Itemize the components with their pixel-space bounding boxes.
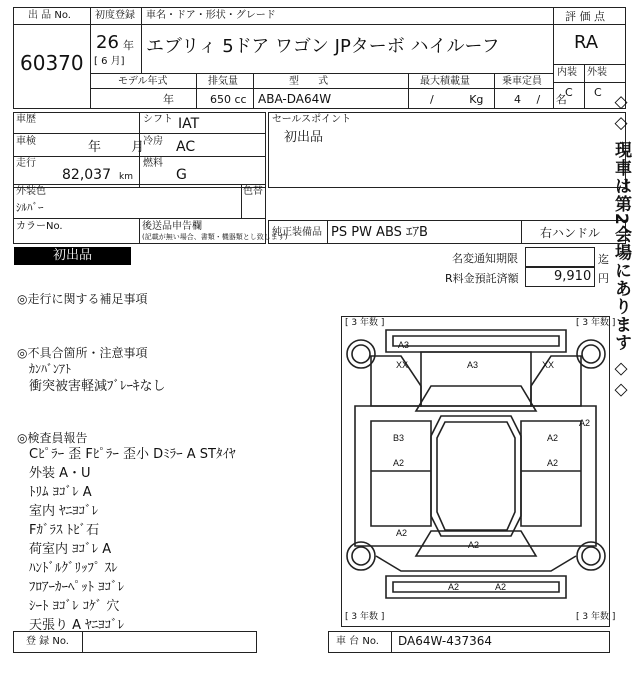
genuine-label: 純正装備品 <box>272 227 322 238</box>
displacement-value: 650 cc <box>210 93 247 106</box>
score-value: RA <box>574 32 599 53</box>
lot-no-label: 出 品 No. <box>28 10 71 21</box>
damage-mark: A3 <box>467 360 479 370</box>
recycle-yen: 円 <box>598 272 609 285</box>
car-name: エブリィ 5ドア ワゴン JPターボ ハイルーフ <box>146 36 500 57</box>
name-change-suffix: 迄 <box>598 253 609 266</box>
recycle-value: 9,910 <box>554 269 592 284</box>
rear-bumper-outline <box>386 576 566 598</box>
max-load-label: 最大積載量 <box>420 76 470 87</box>
fuel-value: G <box>176 167 187 183</box>
damage-mark: A2 <box>393 458 405 468</box>
score-label: 評 価 点 <box>565 10 605 23</box>
damage-mark: A2 <box>468 540 480 550</box>
repaint-label: 色替 <box>243 186 263 197</box>
front-bumper-outline <box>386 330 566 352</box>
interior-grade: C <box>565 86 573 99</box>
inspector-item: 室内 ﾔﾆﾖｺﾞﾚ <box>29 504 99 519</box>
first-reg-month: [ 6 月] <box>94 56 125 67</box>
first-reg-year: 26 <box>96 32 119 53</box>
ext-color-value: ｼﾙﾊﾞｰ <box>16 201 44 214</box>
fuel-label: 燃料 <box>143 158 163 169</box>
exterior-label: 外装 <box>587 67 607 78</box>
mileage-value: 82,037 <box>62 167 111 183</box>
inspection-label: 車検 <box>16 136 36 147</box>
damage-mark: XX <box>542 360 555 370</box>
damage-mark: A2 <box>396 528 408 538</box>
right-side-front <box>531 356 581 406</box>
mileage-label: 走行 <box>16 158 36 169</box>
damage-mark: XX <box>396 360 409 370</box>
genuine-value: PS PW ABS ｴｱB <box>331 225 428 240</box>
recycle-label: R料金預託済額 <box>445 272 519 285</box>
diagram-bottom-tag-right: [ 3 年数 ] <box>576 612 616 622</box>
mileage-unit: km <box>119 172 133 182</box>
inspector-item: Fｶﾞﾗｽ ﾄﾋﾞ石 <box>29 523 100 538</box>
diagram-top-tag: [ 3 年数 ] <box>345 318 385 328</box>
defects-heading: ◎不具合箇所・注意事項 <box>17 346 148 360</box>
name-change-box <box>525 247 595 267</box>
inspector-item: ﾄﾘﾑ ﾖｺﾞﾚ A <box>29 485 92 500</box>
model-year-label: モデル年式 <box>118 76 168 87</box>
defect-item: 衝突被害軽減ﾌﾞﾚｰｷなし <box>29 379 166 394</box>
defect-item: ｶﾝﾊﾞﾝｱﾄ <box>29 362 72 376</box>
year-unit: 年 <box>123 39 134 52</box>
exterior-grade: C <box>594 86 602 99</box>
chassis-label: 車 台 No. <box>336 636 379 647</box>
inspector-item: 外装 A・U <box>29 466 91 481</box>
inspector-item: ﾌﾛｱｰｶｰﾍﾟｯﾄ ﾖｺﾞﾚ <box>29 580 125 595</box>
name-change-label: 名変通知期限 <box>452 252 518 265</box>
steering-value: 右ハンドル <box>540 226 601 240</box>
shift-label: シフト <box>143 114 173 125</box>
retrofit-label: 後送品申告欄 <box>142 221 202 232</box>
type-label: 型 式 <box>289 76 337 87</box>
roof-outline <box>431 416 521 536</box>
color-no-label: カラーNo. <box>16 221 63 232</box>
shift-value: IAT <box>178 116 200 132</box>
car-name-label: 車名・ドア・形状・グレード <box>146 10 276 21</box>
first-reg-label: 初度登録 <box>95 10 135 21</box>
retrofit-note: (記載が無い場合、書類・機器類とし致します) <box>142 233 288 241</box>
driving-heading: ◎走行に関する補足事項 <box>17 292 148 306</box>
inspection-value: 年 月 <box>88 140 145 155</box>
inspector-item: 荷室内 ﾖｺﾞﾚ A <box>29 542 112 557</box>
chassis-no: DA64W-437364 <box>398 634 493 648</box>
inspector-heading: ◎検査員報告 <box>17 431 88 445</box>
damage-mark: B3 <box>393 433 405 443</box>
inspector-list <box>29 445 235 635</box>
first-listing-badge: 初出品 <box>14 247 131 265</box>
lot-no: 60370 <box>20 51 84 75</box>
damage-mark: A2 <box>448 582 460 592</box>
max-load-value: / Kg <box>430 93 484 106</box>
aircon-label: 冷房 <box>143 136 163 147</box>
type-value: ABA-DA64W <box>258 92 332 106</box>
model-year-value: 年 <box>163 93 174 106</box>
diagram-top-tag-right: [ 3 年数 ] <box>576 318 616 328</box>
damage-mark: A2 <box>547 458 559 468</box>
side-notice: ◇◇ 現車は第2会場にあります ◇◇ <box>611 92 631 401</box>
damage-mark: A2 <box>547 433 559 443</box>
history-label: 車歴 <box>16 114 36 125</box>
body-outline <box>355 406 596 546</box>
inspector-item: ｼｰﾄ ﾖｺﾞﾚ ｺｹﾞ 穴 <box>29 599 120 614</box>
inspector-item: Cﾋﾟﾗｰ 歪 Fﾋﾟﾗｰ 歪小 Dﾐﾗｰ A STﾀｲﾔ <box>29 447 236 462</box>
sales-point-label: セールスポイント <box>272 114 352 125</box>
damage-mark: A2 <box>495 582 507 592</box>
interior-label: 内装 <box>557 67 577 78</box>
car-diagram <box>341 316 610 627</box>
displacement-label: 排気量 <box>208 76 238 87</box>
aircon-value: AC <box>176 139 196 155</box>
damage-mark: A2 <box>579 418 591 428</box>
inspector-item: 天張り A ﾔﾆﾖｺﾞﾚ <box>29 618 125 633</box>
diagram-bottom-tag: [ 3 年数 ] <box>345 612 385 622</box>
capacity-value: 4 / 名 <box>514 93 567 106</box>
ext-color-label: 外装色 <box>16 186 46 197</box>
sales-point-value: 初出品 <box>284 130 324 145</box>
inspector-item: ﾊﾝﾄﾞﾙｸﾞﾘｯﾌﾟ ｽﾚ <box>29 561 118 576</box>
capacity-label: 乗車定員 <box>502 76 542 87</box>
reg-no-label: 登 録 No. <box>26 636 69 647</box>
damage-mark: A3 <box>398 340 410 350</box>
